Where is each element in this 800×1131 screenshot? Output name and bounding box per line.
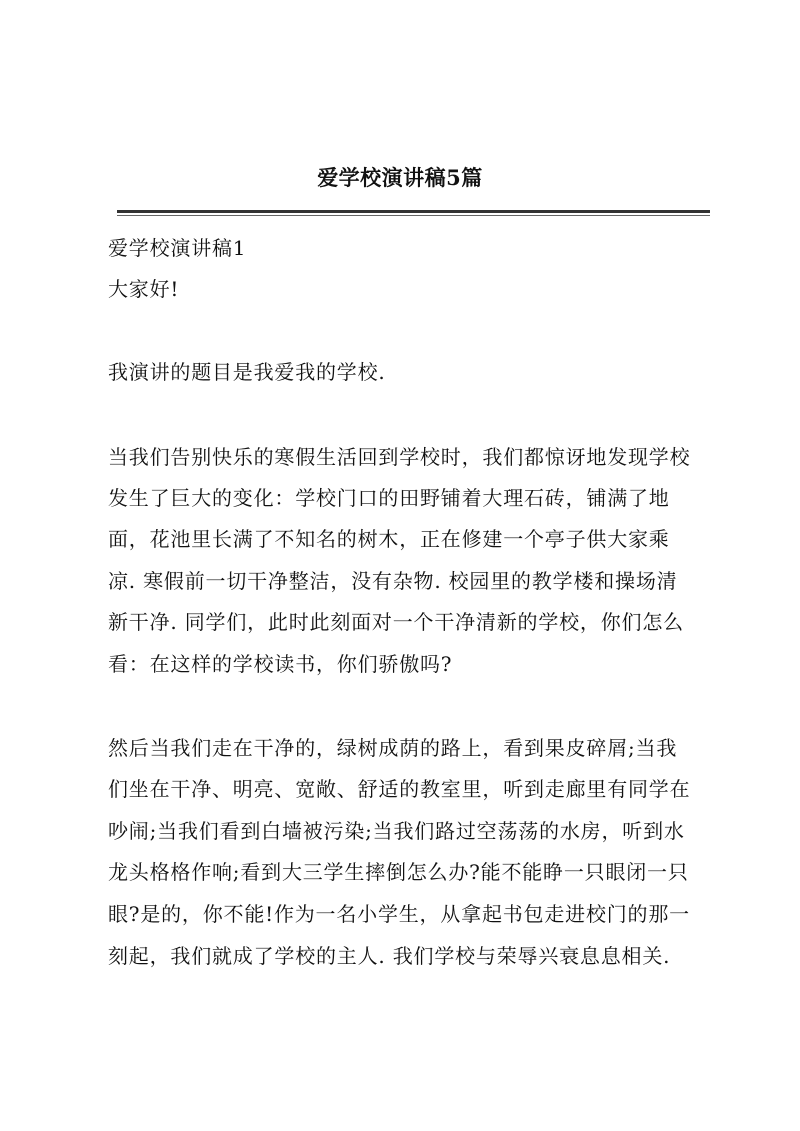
paragraph-line: 们坐在干净、明亮、宽敞、舒适的教室里，听到走廊里有同学在 <box>108 777 691 801</box>
paragraph-line: 看：在这样的学校读书，你们骄傲吗? <box>108 652 453 676</box>
section-heading: 爱学校演讲稿1 <box>108 236 247 260</box>
paragraph-line: 刻起，我们就成了学校的主人. 我们学校与荣辱兴衰息息相关. <box>108 944 671 968</box>
paragraph-line: 新干净. 同学们，此时此刻面对一个干净清新的学校，你们怎么 <box>108 610 684 634</box>
paragraph-line: 面，花池里长满了不知名的树木，正在修建一个亭子供大家乘 <box>108 527 670 551</box>
title-divider-thin <box>117 215 710 216</box>
paragraph-line: 我演讲的题目是我爱我的学校. <box>108 360 386 384</box>
paragraph-line: 龙头格格作响;看到大三学生摔倒怎么办?能不能睁一只眼闭一只 <box>108 860 689 884</box>
title-divider <box>117 210 710 213</box>
paragraph-line: 吵闹;当我们看到白墙被污染;当我们路过空荡荡的水房，听到水 <box>108 819 685 843</box>
paragraph-line: 眼?是的，你不能!作为一名小学生，从拿起书包走进校门的那一 <box>108 902 690 926</box>
document-title: 爱学校演讲稿5篇 <box>317 165 483 190</box>
paragraph-line: 发生了巨大的变化：学校门口的田野铺着大理石砖，铺满了地 <box>108 486 670 510</box>
greeting-line: 大家好! <box>108 277 180 301</box>
paragraph-line: 当我们告别快乐的寒假生活回到学校时，我们都惊讶地发现学校 <box>108 445 691 469</box>
paragraph-line: 凉. 寒假前一切干净整洁，没有杂物. 校园里的教学楼和操场清 <box>108 569 678 593</box>
paragraph-line: 然后当我们走在干净的，绿树成荫的路上，看到果皮碎屑;当我 <box>108 736 678 760</box>
